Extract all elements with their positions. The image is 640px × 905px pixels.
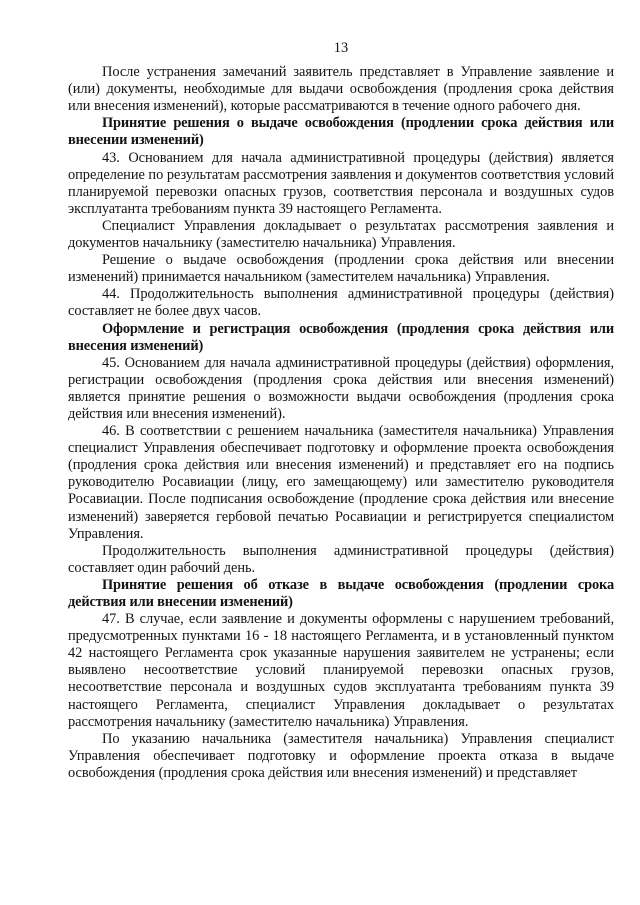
paragraph: После устранения замечаний заявитель представляет в Управление заявление и (или) документы, необходимые для выдачи освобождения (продления срока действия или внесения изменений), которые рассматриваются в течение одного рабочего дня. (68, 64, 614, 115)
paragraph: По указанию начальника (заместителя начальника) Управления специалист Управления обеспечивает подготовку и оформление проекта отказа в выдаче освобождения (продления срока действия или внесения изменений) и представляет (68, 730, 614, 781)
paragraph: 43. Основанием для начала административной процедуры (действия) является определение по результатам рассмотрения заявления и документов соответствия условий планируемой перевозки опасных грузов, соответствия персонала и воздушных судов эксплуатанта требованиям пункта 39 настоящего Регламента. (68, 149, 614, 217)
paragraph: Специалист Управления докладывает о результатах рассмотрения заявления и документов начальнику (заместителю начальника) Управления. (68, 217, 614, 252)
paragraph: 46. В соответствии с решением начальника (заместителя начальника) Управления специалист Управления обеспечивает подготовку и оформление проекта освобождения (продления срока действия или внесения изменений) и представляет его на подпись руководителю Росавиации (лицу, его замещающему) или заместителю руководителя Росавиации. После подписания освобождение (продление срока действия или внесение изменений) заверяется гербовой печатью Росавиации и регистрируется специалистом Управления. (68, 423, 614, 542)
page-number: 13 (333, 40, 349, 56)
paragraph: Решение о выдаче освобождения (продлении срока действия или внесении изменений) принимается начальником (заместителем начальника) Управления. (68, 252, 614, 286)
paragraph: 47. В случае, если заявление и документы оформлены с нарушением требований, предусмотренных пунктами 16 - 18 настоящего Регламента, и в установленный пунктом 42 настоящего Регламента срок указанные нарушения заявителем не устранены; если выявлено несоответствие условий планируемой перевозки опасных грузов, несоответствие персонала и воздушных судов эксплуатанта требованиям пункта 39 настоящего Регламента, специалист Управления докладывает о результатах рассмотрения начальнику (заместителю начальника) Управления. (68, 611, 614, 730)
section-heading: Оформление и регистрация освобождения (продления срока действия или внесения изменений) (68, 320, 614, 354)
section-heading: Принятие решения об отказе в выдаче освобождения (продлении срока действия или внесении изменений) (68, 576, 614, 610)
section-heading: Принятие решения о выдаче освобождения (продлении срока действия или внесении изменений) (68, 115, 614, 149)
paragraph: Продолжительность выполнения административной процедуры (действия) составляет один рабочий день. (68, 542, 614, 576)
paragraph: 45. Основанием для начала административной процедуры (действия) оформления, регистрации освобождения (продления срока действия или внесения изменений) является принятие решения о возможности выдачи освобождения (продления срока действия или внесения изменений). (68, 354, 614, 422)
paragraph: 44. Продолжительность выполнения административной процедуры (действия) составляет не более двух часов. (68, 286, 614, 320)
